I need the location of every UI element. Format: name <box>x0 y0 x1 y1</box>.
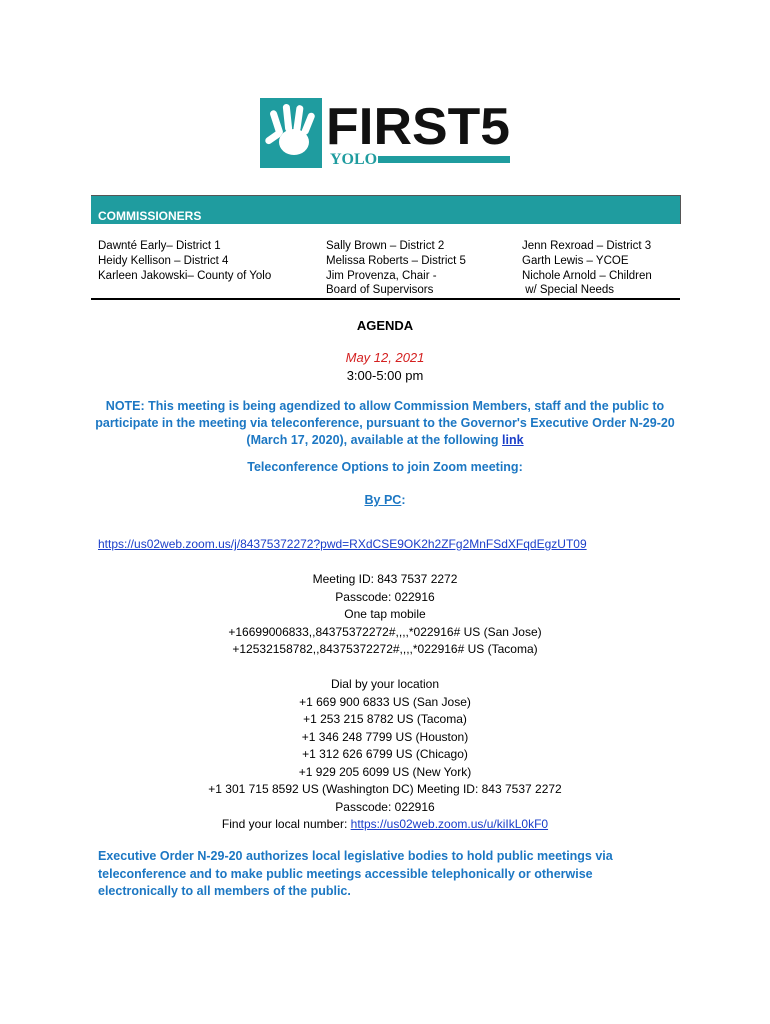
commissioner-name: Dawnté Early– District 1 <box>98 240 221 252</box>
commissioners-column-2 <box>326 239 466 298</box>
commissioner-name: Heidy Kellison – District 4 <box>98 254 229 267</box>
by-pc-heading <box>0 492 770 509</box>
local-number-link[interactable]: https://us02web.zoom.us/u/kiIkL0kF0 <box>350 817 549 831</box>
meeting-details <box>0 571 770 659</box>
logo-sub-text: YOLO <box>330 151 378 168</box>
detail-line: One tap mobile <box>344 607 426 621</box>
zoom-meeting-link[interactable]: https://us02web.zoom.us/j/84375372272?pwd=RXdCSE9OK2h2ZFg2MnFSdXFqdEgzUT09 <box>98 537 587 551</box>
executive-order-link[interactable]: link <box>502 433 524 447</box>
commissioner-name: w/ Special Needs <box>522 284 615 297</box>
detail-line: +1 346 248 7799 US (Houston) <box>301 729 469 744</box>
commissioner-name: Karleen Jakowski– County of Yolo <box>98 269 272 282</box>
commissioner-name: Melissa Roberts – District 5 <box>326 254 466 267</box>
detail-line: Passcode: 022916 <box>335 799 435 814</box>
detail-line: +1 253 215 8782 US (Tacoma) <box>303 712 467 726</box>
detail-line: +1 669 900 6833 US (San Jose) <box>299 694 471 709</box>
commissioner-name: Board of Supervisors <box>326 284 434 297</box>
executive-order-paragraph: Executive Order N-29-20 authorizes local legislative bodies to hold public meetings via teleconference and to make public meetings accessible telephonically or otherwise electronically to all members of the public. <box>98 849 613 898</box>
local-number-label: Find your local number: <box>221 817 351 831</box>
commissioners-header-bar <box>91 195 681 224</box>
detail-line: Passcode: 022916 <box>335 589 435 604</box>
commissioners-column-3 <box>522 239 652 298</box>
detail-line: +1 301 715 8592 US (Washington DC) Meeting ID: 843 7537 2272 <box>208 782 562 796</box>
local-number-line <box>0 816 770 834</box>
meeting-time: 3:00-5:00 pm <box>346 368 424 383</box>
logo-main-text: FIRST5 <box>326 98 510 156</box>
meeting-date: May 12, 2021 <box>345 350 425 365</box>
teleconference-note <box>90 398 680 449</box>
agenda-title: AGENDA <box>356 318 414 333</box>
by-pc-colon: : <box>401 493 406 507</box>
first5-yolo-logo <box>260 98 512 168</box>
detail-line: +1 929 205 6099 US (New York) <box>298 764 472 779</box>
detail-line: +16699006833,,84375372272#,,,,*022916# US (San Jose) <box>228 624 542 639</box>
detail-line: Dial by your location <box>330 677 440 691</box>
divider <box>91 298 680 300</box>
commissioner-name: Nichole Arnold – Children <box>522 269 652 282</box>
commissioner-name: Jenn Rexroad – District 3 <box>522 240 652 252</box>
commissioners-heading: COMMISSIONERS <box>98 209 202 223</box>
by-pc-label: By PC <box>364 493 402 507</box>
commissioner-name: Sally Brown – District 2 <box>326 240 445 252</box>
detail-line: +1 312 626 6799 US (Chicago) <box>302 747 468 761</box>
commissioner-name: Garth Lewis – YCOE <box>522 254 629 267</box>
commissioners-column-1 <box>98 239 271 283</box>
detail-line: +12532158782,,84375372272#,,,,*022916# US (Tacoma) <box>232 642 538 656</box>
zoom-options-heading: Teleconference Options to join Zoom meeting: <box>247 460 523 474</box>
detail-line: Meeting ID: 843 7537 2272 <box>312 572 458 586</box>
note-text: NOTE: This meeting is being agendized to allow Commission Members, staff and the public to participate in the meeting via teleconference, pursuant to the Governor's Executive Order N-29-20 (March 17, 2020), available at the following <box>95 399 675 447</box>
commissioner-name: Jim Provenza, Chair - <box>326 269 437 282</box>
dial-by-location <box>0 676 770 834</box>
